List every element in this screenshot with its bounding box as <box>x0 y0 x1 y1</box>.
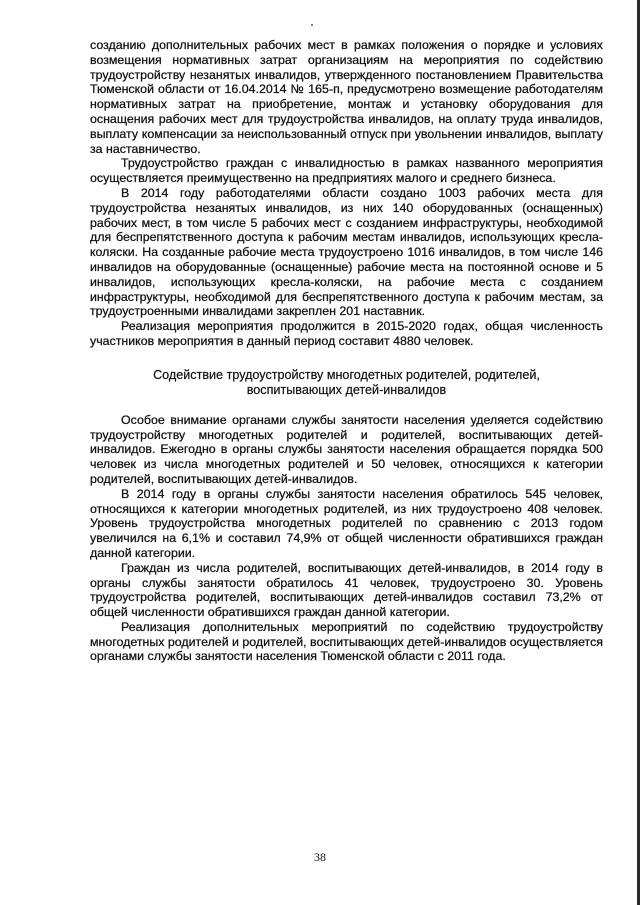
section-heading <box>90 368 603 399</box>
paragraph-special-attention: Особое внимание органами службы занятости населения уделяется содействию трудоустройству многодетных родителей и родителей, воспитывающих детей-инвалидов. Ежегодно в органы службы занятости населения обращается порядка 500 человек из числа многодетных родителей и 50 человек, относящихся к категории родителей, воспитывающих детей-инвалидов. <box>90 412 603 486</box>
paragraph-additional-measures: Реализация дополнительных мероприятий по содействию трудоустройству многодетных родителей и родителей, воспитывающих детей-инвалидов осуществляется органами службы занятости населения Тюменской области с 2011 года. <box>90 619 603 664</box>
paragraph-employment-small-business: Трудоустройство граждан с инвалидностью в рамках названного мероприятия осуществляется преимущественно на предприятиях малого и среднего бизнеса. <box>90 156 603 186</box>
page-number: 38 <box>314 850 326 864</box>
paragraph-2015-2020-plan: Реализация мероприятия продолжится в 2015-2020 годах, общая численность участников мероприятия в данный период составит 4880 человек. <box>90 319 603 348</box>
spacer <box>90 349 603 368</box>
paragraph-continuation: созданию дополнительных рабочих мест в рамках положения о порядке и условиях возмещения нормативных затрат организациям на мероприятия по содействию трудоустройству незанятых инвалидов, утвержденного постановлением Правительства Тюменской области от 16.04.2014 № 165-п, предусмотрено возмещение работодателям нормативных затрат на приобретение, монтаж и установку оборудования для оснащения рабочих мест для трудоустройства инвалидов, на оплату труда инвалидов, выплату компенсации за неиспользованный отпуск при увольнении инвалидов, выплату за наставничество. <box>90 38 603 156</box>
paragraph-2014-workplaces: В 2014 году работодателями области создано 1003 рабочих места для трудоустройства незанятых инвалидов, из них 140 оборудованных (оснащенных) рабочих мест, в том числе 5 рабочих мест с созданием инфраструктуры, необходимой для беспрепятственного доступа к рабочим местам инвалидов, использующих кресла-коляски. На созданные рабочие места трудоустроено 1016 инвалидов, в том числе 146 инвалидов на оборудованные (оснащенные) рабочие места на постоянной основе и 5 инвалидов, использующих кресла-коляски, на рабочие места с созданием инфраструктуры, необходимой для беспрепятственного доступа к рабочим местам, за трудоустроенными инвалидами закреплен 201 наставник. <box>90 185 603 319</box>
scan-speck <box>311 24 313 26</box>
paragraph-2014-large-families: В 2014 году в органы службы занятости населения обратилось 545 человек, относящихся к категории многодетных родителей, из них трудоустроено 408 человек. Уровень трудоустройства многодетных родителей по сравнению с 2013 годом увеличился на 6,1% и составил 74,9% от общей численности обратившихся граждан данной категории. <box>90 486 603 560</box>
section-heading-line-1: Содействие трудоустройству многодетных родителей, родителей, <box>153 367 540 382</box>
section-heading-line-2: воспитывающих детей-инвалидов <box>246 383 447 398</box>
paragraph-parents-disabled-children: Граждан из числа родителей, воспитывающих детей-инвалидов, в 2014 году в органы службы занятости обратилось 41 человек, трудоустроено 30. Уровень трудоустройства родителей, воспитывающих детей-инвалидов составил 73,2% от общей численности обратившихся граждан данной категории. <box>90 560 603 620</box>
